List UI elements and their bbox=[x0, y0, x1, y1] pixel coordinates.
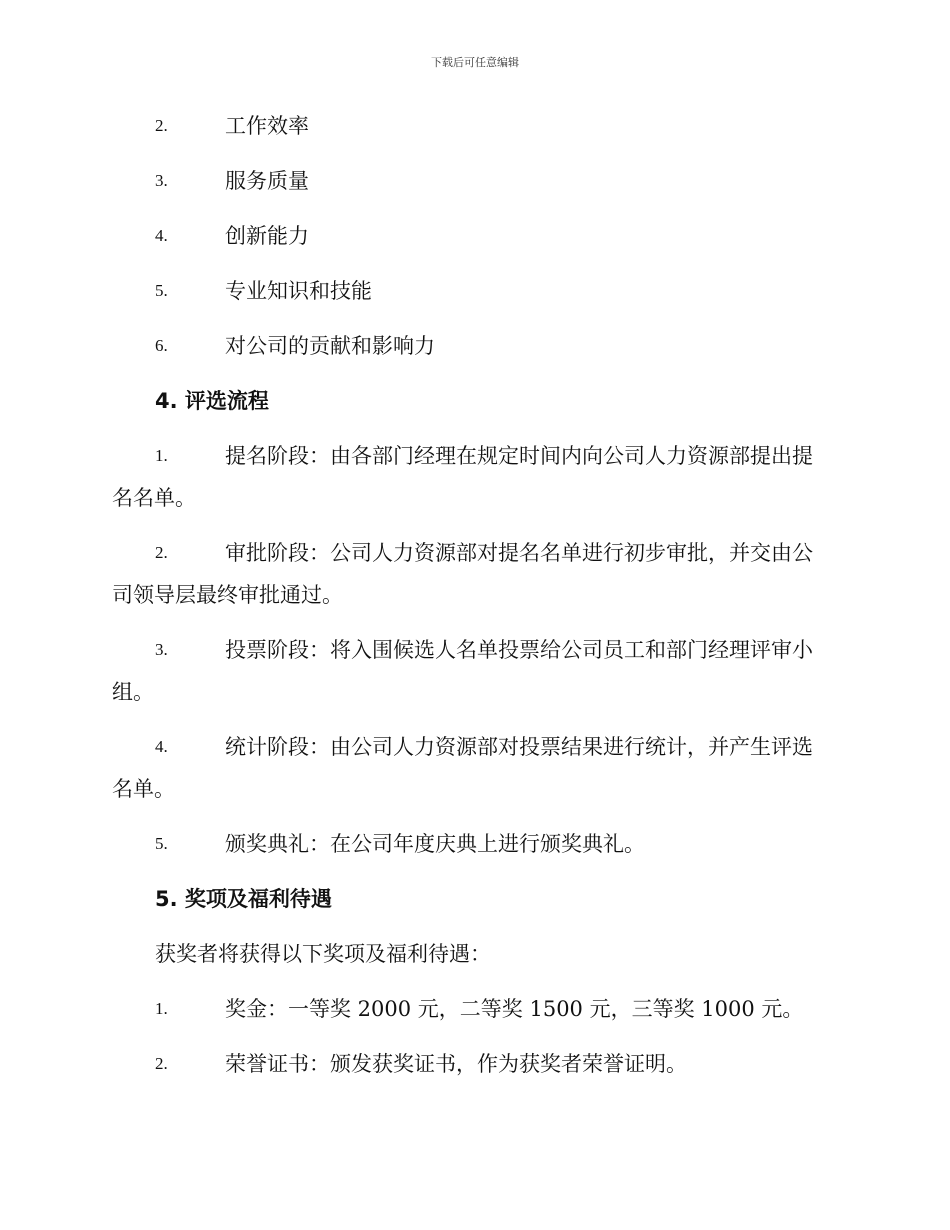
section-heading: 5. 奖项及福利待遇 bbox=[155, 887, 332, 911]
list-text: 专业知识和技能 bbox=[225, 279, 372, 303]
list-text: 创新能力 bbox=[225, 224, 309, 248]
list-number: 2. bbox=[155, 1054, 168, 1073]
list-text-continuation: 司领导层最终审批通过。 bbox=[112, 583, 343, 607]
list-number: 3. bbox=[155, 640, 168, 659]
section-intro: 获奖者将获得以下奖项及福利待遇： bbox=[155, 942, 491, 966]
list-number: 2. bbox=[155, 116, 168, 135]
list-text: 工作效率 bbox=[225, 114, 309, 138]
list-text-continuation: 名名单。 bbox=[112, 486, 196, 510]
list-number: 5. bbox=[155, 834, 168, 853]
list-text: 颁奖典礼：在公司年度庆典上进行颁奖典礼。 bbox=[225, 832, 645, 856]
list-text: 奖金：一等奖 2000 元，二等奖 1500 元，三等奖 1000 元。 bbox=[225, 997, 804, 1021]
list-number: 5. bbox=[155, 281, 168, 300]
list-number: 6. bbox=[155, 336, 168, 355]
list-text: 对公司的贡献和影响力 bbox=[225, 334, 435, 358]
list-number: 3. bbox=[155, 171, 168, 190]
section-heading: 4. 评选流程 bbox=[155, 389, 269, 413]
list-number: 4. bbox=[155, 226, 168, 245]
list-number: 1. bbox=[155, 999, 168, 1018]
list-text: 统计阶段：由公司人力资源部对投票结果进行统计，并产生评选 bbox=[225, 735, 813, 759]
list-text: 提名阶段：由各部门经理在规定时间内向公司人力资源部提出提 bbox=[225, 444, 813, 468]
list-text: 荣誉证书：颁发获奖证书，作为获奖者荣誉证明。 bbox=[225, 1052, 687, 1076]
list-text: 审批阶段：公司人力资源部对提名名单进行初步审批，并交由公 bbox=[225, 541, 813, 565]
list-text: 投票阶段：将入围候选人名单投票给公司员工和部门经理评审小 bbox=[225, 638, 813, 662]
list-text: 服务质量 bbox=[225, 169, 309, 193]
list-number: 2. bbox=[155, 543, 168, 562]
page-header: 下载后可任意编辑 bbox=[431, 56, 519, 69]
list-text-continuation: 名单。 bbox=[112, 777, 175, 801]
list-number: 1. bbox=[155, 446, 168, 465]
list-number: 4. bbox=[155, 737, 168, 756]
list-text-continuation: 组。 bbox=[112, 680, 154, 704]
